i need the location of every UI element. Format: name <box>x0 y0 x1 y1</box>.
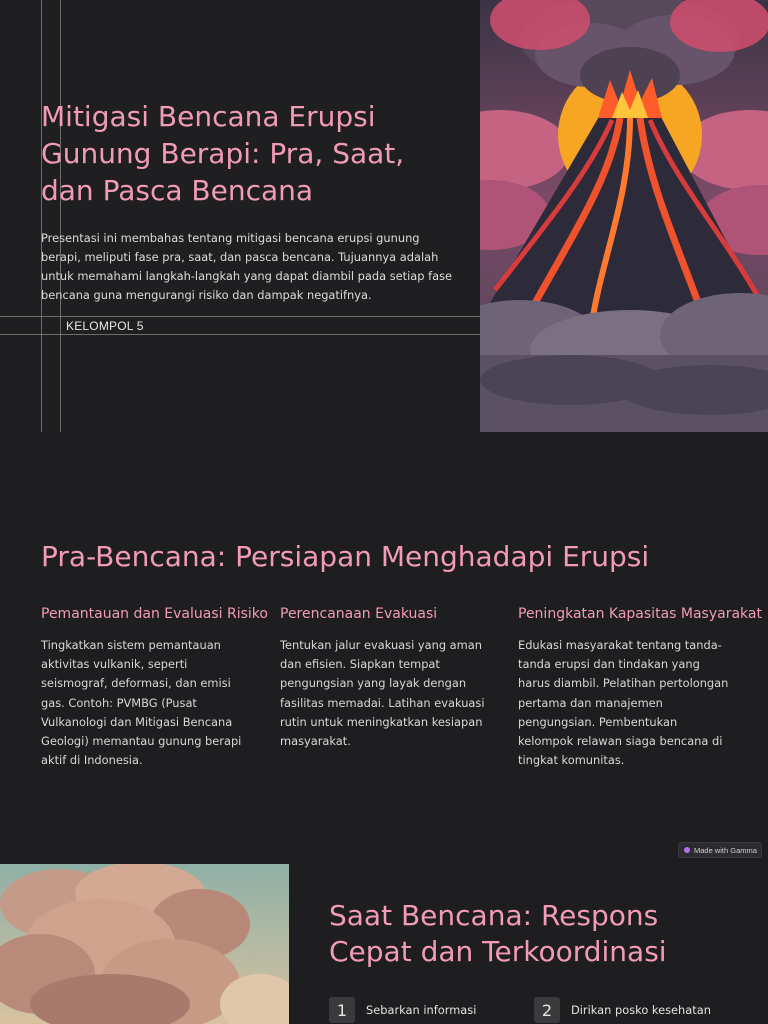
column-heading: Peningkatan Kapasitas Masyarakat <box>518 606 762 622</box>
column-text: Edukasi masyarakat tentang tanda-tanda erupsi dan tindakan yang harus diambil. Pelatihan pertolongan pertama dan manajemen pengungsian. Pembentukan kelompok relawan siaga bencana di tingkat komunitas. <box>518 638 729 768</box>
ash-cloud-photo <box>0 864 289 1024</box>
column-heading: Perencanaan Evakuasi <box>280 606 438 622</box>
step-number: 1 <box>329 997 355 1023</box>
step-text: Dirikan posko kesehatan <box>571 1003 711 1017</box>
group-label: KELOMPOL 5 <box>66 319 144 333</box>
step-number: 2 <box>534 997 560 1023</box>
slide-3-title: Saat Bencana: Respons Cepat dan Terkoordinasi <box>329 899 667 968</box>
badge-label: Made with Gamma <box>694 845 757 855</box>
slide-2-title: Pra-Bencana: Persiapan Menghadapi Erupsi <box>41 540 650 573</box>
step-text: Sebarkan informasi <box>366 1003 477 1017</box>
slide-1-description: Presentasi ini membahas tentang mitigasi bencana erupsi gunung berapi, meliputi fase pra, saat, dan pasca bencana. Tujuannya adalah untuk memahami langkah-langkah yang dapat diambil pada setiap fase bencana guna mengurangi risiko dan dampak negatifnya. <box>41 231 453 302</box>
column-text: Tentukan jalur evakuasi yang aman dan efisien. Siapkan tempat pengungsian yang layak dengan fasilitas memadai. Latihan evakuasi rutin untuk meningkatkan kesiapan masyarakat. <box>280 638 485 749</box>
guide-line-vertical <box>60 0 61 432</box>
column-text: Tingkatkan sistem pemantauan aktivitas vulkanik, seperti seismograf, deformasi, dan emisi gas. Contoh: PVMBG (Pusat Vulkanologi dan Mitigasi Bencana Geologi) memantau gunung berapi aktif di Indonesia. <box>41 638 242 768</box>
column-heading: Pemantauan dan Evaluasi Risiko <box>41 606 268 622</box>
made-with-gamma-badge[interactable] <box>678 842 762 858</box>
volcano-illustration <box>480 0 768 432</box>
guide-line-vertical <box>41 0 42 432</box>
slide-1-title: Mitigasi Bencana Erupsi Gunung Berapi: Pra, Saat, dan Pasca Bencana <box>41 100 405 207</box>
gamma-logo-icon <box>684 847 690 853</box>
